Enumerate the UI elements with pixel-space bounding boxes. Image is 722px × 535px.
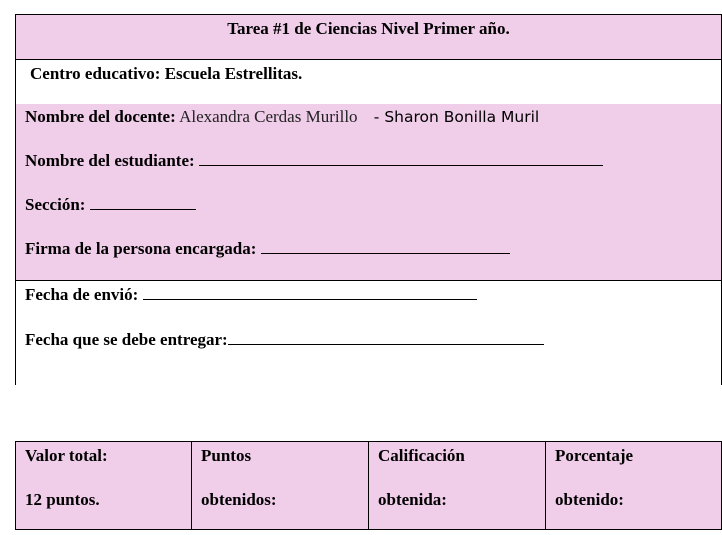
due-date-label: Fecha que se debe entregar:: [25, 330, 228, 349]
grading-table: [15, 441, 722, 530]
school-row: [16, 60, 721, 104]
teacher-label: Nombre del docente:: [25, 107, 176, 126]
teacher-extra: - Sharon Bonilla Muril: [373, 108, 540, 126]
info-row: [16, 104, 721, 281]
signature-line: [25, 239, 510, 259]
grade-cell[interactable]: [369, 442, 546, 529]
total-value-label: Valor total:: [25, 446, 108, 465]
student-line: [25, 151, 603, 171]
title-row: [16, 15, 721, 60]
signature-blank[interactable]: [261, 239, 510, 254]
section-line: [25, 195, 196, 215]
signature-label: Firma de la persona encargada:: [25, 239, 257, 258]
points-label-2: obtenidos:: [201, 490, 277, 509]
percentage-label-2: obtenido:: [555, 490, 624, 509]
send-date-label: Fecha de envió:: [25, 285, 139, 304]
points-cell[interactable]: [192, 442, 369, 529]
dates-row: [16, 281, 721, 385]
grade-label-1: Calificación: [378, 446, 465, 465]
percentage-cell[interactable]: [546, 442, 722, 529]
due-date-blank[interactable]: [228, 330, 544, 345]
due-date-line: [25, 330, 544, 350]
points-label-1: Puntos: [201, 446, 252, 465]
total-value-cell: [16, 442, 192, 529]
student-name-blank[interactable]: [199, 151, 603, 166]
assignment-header-table: [15, 14, 722, 385]
teacher-value: Alexandra Cerdas Murillo: [179, 107, 358, 126]
section-label: Sección:: [25, 195, 86, 214]
school-label: Centro educativo: Escuela Estrellitas.: [30, 64, 303, 83]
send-date-line: [25, 285, 477, 305]
section-blank[interactable]: [90, 195, 196, 210]
grade-label-2: obtenida:: [378, 490, 447, 509]
percentage-label-1: Porcentaje: [555, 446, 634, 465]
teacher-line: [25, 107, 539, 127]
send-date-blank[interactable]: [143, 285, 477, 300]
student-label: Nombre del estudiante:: [25, 151, 195, 170]
assignment-title: Tarea #1 de Ciencias Nivel Primer año.: [227, 19, 510, 38]
total-value: 12 puntos.: [25, 490, 100, 509]
